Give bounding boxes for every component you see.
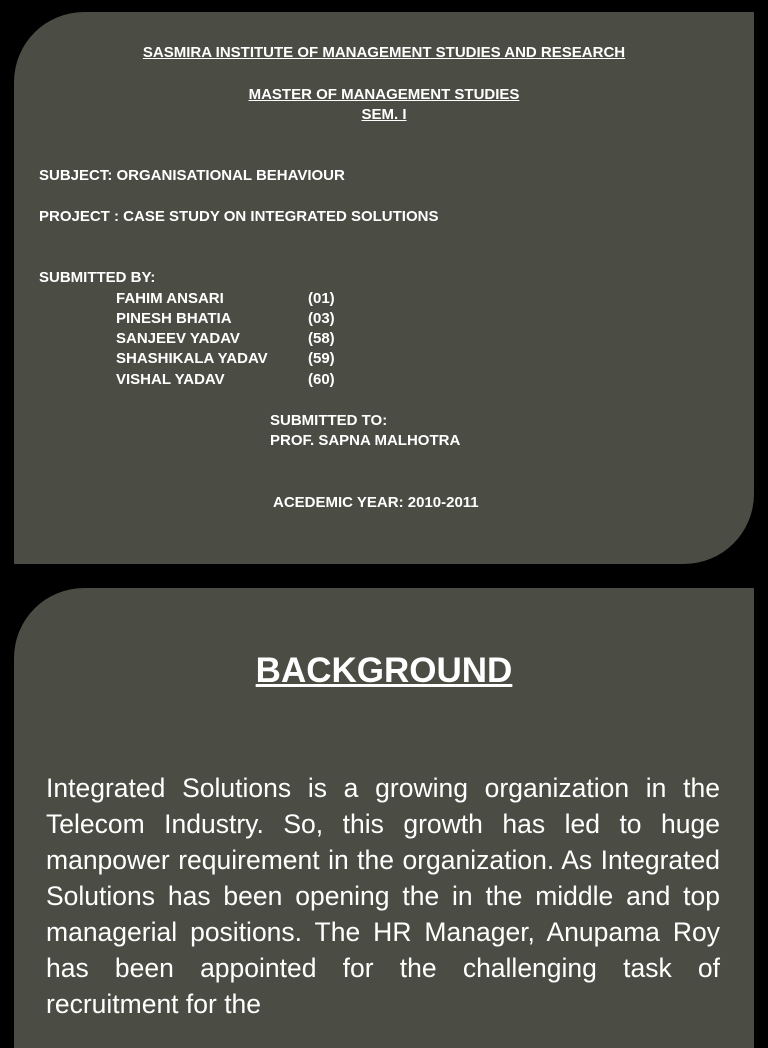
member-roll: (03) [308,310,335,327]
title-slide [14,12,754,564]
background-paragraph: Integrated Solutions is a growing organization in the Telecom Industry. So, this growth has led to huge manpower requirement in the organization. As Integrated Solutions has been opening the in the middle and top managerial positions. The HR Manager, Anupama Roy has been appointed for the challenging task of recruitment for the [46,773,720,1019]
member-roll: (01) [308,290,335,307]
academic-year: ACEDEMIC YEAR: 2010-2011 [273,494,479,511]
member-name: FAHIM ANSARI [116,290,224,307]
member-name: VISHAL YADAV [116,371,225,388]
submitted-to-name: PROF. SAPNA MALHOTRA [270,432,461,449]
program-name: MASTER OF MANAGEMENT STUDIES [248,86,520,103]
submitted-to-label: SUBMITTED TO: [270,412,388,429]
member-name: PINESH BHATIA [116,310,232,327]
background-slide [14,588,754,1048]
member-name: SHASHIKALA YADAV [116,350,268,367]
institute-name: SASMIRA INSTITUTE OF MANAGEMENT STUDIES AND RESEARCH [142,44,626,61]
member-roll: (60) [308,371,335,388]
member-name: SANJEEV YADAV [116,330,240,347]
slide-heading: BACKGROUND [255,651,513,690]
project-line: PROJECT : CASE STUDY ON INTEGRATED SOLUTIONS [39,208,439,225]
member-roll: (59) [308,350,335,367]
subject-line: SUBJECT: ORGANISATIONAL BEHAVIOUR [39,167,345,184]
semester-label: SEM. I [361,106,407,123]
member-roll: (58) [308,330,335,347]
submitted-by-label: SUBMITTED BY: [39,269,156,286]
